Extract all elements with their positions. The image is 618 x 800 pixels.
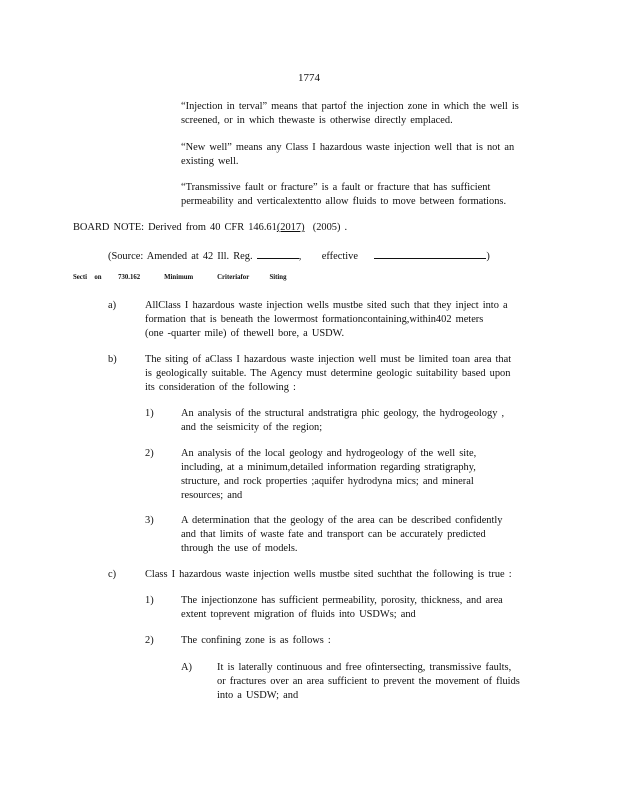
- item-c1-text: [181, 594, 539, 622]
- heading-part: Secti: [73, 272, 87, 281]
- definition-injection-interval: [181, 100, 546, 128]
- text-line: through the use of models.: [181, 543, 298, 554]
- text-line: It is laterally continuous and free ofintersecting, transmissive faults,: [217, 662, 512, 673]
- heading-part: Criteriafor: [217, 272, 250, 281]
- section-heading: [73, 272, 303, 281]
- text-line: extent toprevent migration of fluids into USDWs; and: [181, 609, 416, 620]
- board-note-underlined-year: (2017): [276, 222, 305, 233]
- board-note: [73, 221, 347, 235]
- text-line: An analysis of the structural andstratigra phic geology, the hydrogeology ,: [181, 408, 505, 419]
- text-line: The siting of aClass I hazardous waste injection well must be limited toan area that: [145, 354, 512, 365]
- text-line: formation that is beneath the lowermost formationcontaining,within402 meters: [145, 314, 484, 325]
- item-c2-text: [181, 634, 381, 648]
- page-number: 1774: [298, 72, 320, 84]
- item-label-b3: 3): [145, 515, 154, 526]
- item-label-c1: 1): [145, 595, 154, 606]
- text-line: into a USDW; and: [217, 690, 299, 701]
- heading-part: Siting: [269, 272, 287, 281]
- text-line: its consideration of the following :: [145, 382, 296, 393]
- text-line: An analysis of the local geology and hydrogeology of the well site,: [181, 448, 477, 459]
- text-line: screened, or in which thewaste is otherwise directly emplaced.: [181, 115, 453, 126]
- section-number: 730.162: [118, 272, 141, 281]
- text-line: existing well.: [181, 156, 239, 167]
- board-note-struck-year: (2005) .: [312, 222, 348, 233]
- text-line: and the seismicity of the region;: [181, 422, 323, 433]
- item-label-b2: 2): [145, 448, 154, 459]
- source-text: (Source: Amended at 42 Ill. Reg.: [108, 251, 253, 262]
- item-label-a: a): [108, 300, 117, 311]
- text-line: The injectionzone has sufficient permeability, porosity, thickness, and area: [181, 595, 503, 606]
- heading-part: on: [94, 272, 102, 281]
- effective-label: effective: [321, 251, 358, 262]
- text-line: (one -quarter mile) of thewell bore, a USDW.: [145, 328, 345, 339]
- item-label-c2a: A): [181, 662, 192, 673]
- register-page-blank: [257, 247, 299, 259]
- item-b-text: [145, 353, 545, 395]
- text-line: including, at a minimum,detailed information regarding stratigraphy,: [181, 462, 476, 473]
- item-label-b: b): [108, 354, 117, 365]
- item-c-text: [145, 568, 545, 582]
- text-line: and that limits of waste fate and transport can be accurately predicted: [181, 529, 486, 540]
- text-line: AllClass I hazardous waste injection wells mustbe sited such that they inject into a: [145, 300, 508, 311]
- heading-part: Minimum: [164, 272, 194, 281]
- item-a-text: [145, 299, 540, 341]
- text-line: resources; and: [181, 490, 243, 501]
- item-label-c2: 2): [145, 635, 154, 646]
- item-b3-text: [181, 514, 526, 556]
- text-line: or fractures over an area sufficient to prevent the movement of fluids: [217, 676, 520, 687]
- item-label-c: c): [108, 569, 117, 580]
- source-note: (Source: Amended at 42 Ill. Reg. , effective ): [108, 247, 490, 264]
- text-line: is geologically suitable. The Agency must determine geologic suitability based upon: [145, 368, 511, 379]
- item-b1-text: [181, 407, 531, 435]
- board-note-prefix: BOARD NOTE: Derived from 40 CFR 146.61: [73, 222, 277, 233]
- effective-date-blank: [374, 247, 486, 259]
- text-line: Class I hazardous waste injection wells mustbe sited suchthat the following is true :: [145, 569, 512, 580]
- item-c2a-text: [217, 661, 547, 703]
- text-line: A determination that the geology of the area can be described confidently: [181, 515, 503, 526]
- item-label-b1: 1): [145, 408, 154, 419]
- text-line: “New well” means any Class I hazardous waste injection well that is not an: [181, 142, 515, 153]
- text-line: The confining zone is as follows :: [181, 635, 331, 646]
- text-line: permeability and verticalextentto allow fluids to move between formations.: [181, 196, 507, 207]
- text-line: “Injection in terval” means that partof the injection zone in which the well is: [181, 101, 519, 112]
- text-line: structure, and rock properties ;aquifer hydrodyna mics; and mineral: [181, 476, 474, 487]
- definition-transmissive-fault: [181, 181, 546, 209]
- definition-new-well: [181, 141, 546, 169]
- text-line: “Transmissive fault or fracture” is a fault or fracture that has sufficient: [181, 182, 491, 193]
- item-b2-text: [181, 447, 511, 503]
